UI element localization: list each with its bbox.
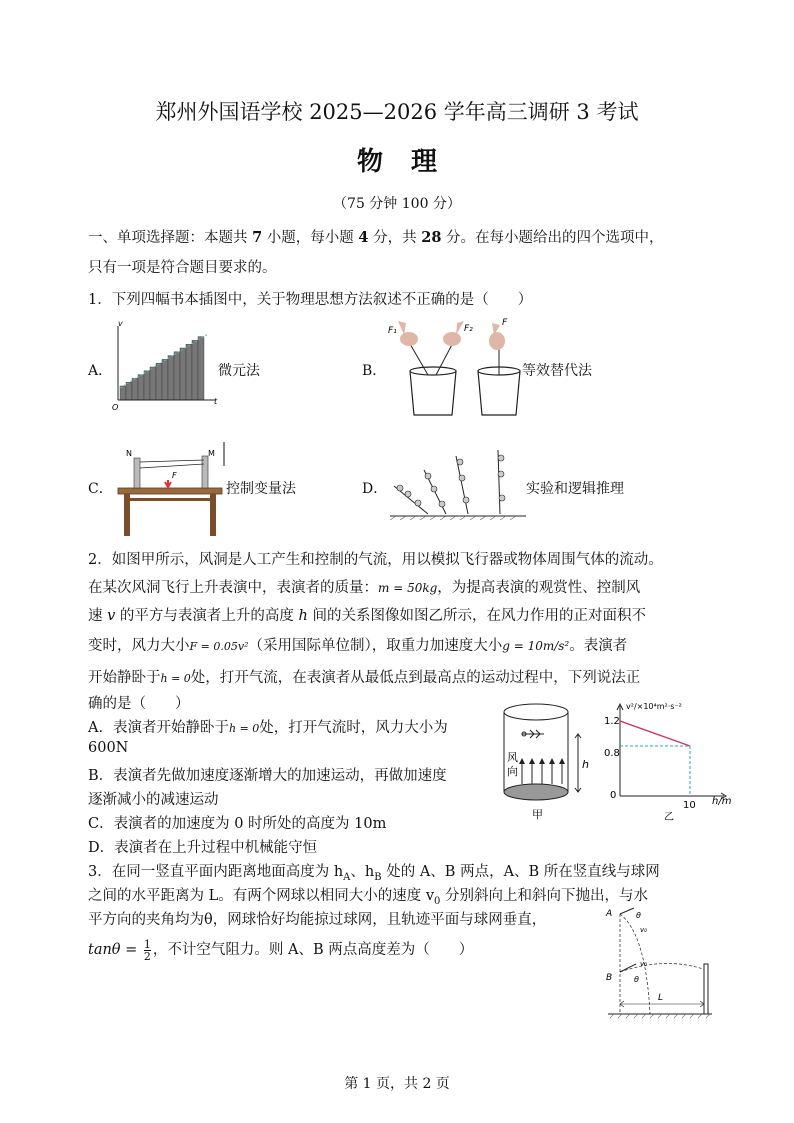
q1-option-c-text: 控制变量法: [226, 481, 296, 497]
fig-a-step-bar: [198, 337, 204, 400]
fig-a-step-bar: [174, 352, 180, 400]
q2-line6: 确的是（ ）: [88, 696, 190, 712]
fig-c-n-label: N: [126, 449, 132, 458]
q1-figure-b-equivalence: [384, 315, 524, 421]
q1-option-a-text: 微元法: [218, 363, 260, 379]
fig-b-f2-label: F₂: [464, 324, 473, 334]
fig-a-origin-label: O: [112, 403, 119, 412]
q3-fig-b-label: B: [606, 973, 613, 983]
fig-a-step-bar: [144, 371, 150, 400]
fig-a-step-bar: [180, 348, 186, 400]
fig-b-f1-label: F₁: [388, 326, 397, 336]
fig-a-step-bar: [150, 367, 156, 400]
q3-line1: 3．在同一竖直平面内距离地面高度为 $h_A$、$h_B$ 处的 A、B 两点，A、B 所在竖直线与球网: [88, 864, 660, 883]
fig-yi-tick-x1: 10: [683, 800, 696, 811]
fig-yi-tick-y2: 0.8: [604, 748, 620, 759]
q3-fig-theta-top: θ: [636, 911, 641, 920]
fig-jia-dir-label: 向: [507, 765, 518, 778]
section1-intro-line1: 一、单项选择题：本题共 7 小题，每小题 4 分，共 28 分。在每小题给出的四个选项中，: [88, 229, 664, 246]
q2-line2: 在某次风洞飞行上升表演中，表演者的质量：m = 50kg，为提高表演的观赏性、控制风: [88, 580, 641, 596]
fig-a-step-bar: [138, 375, 144, 400]
fig-yi-caption: 乙: [664, 812, 674, 823]
q2-line5: 开始静卧于h = 0处，打开气流，在表演者从最低点到最高点的运动过程中，下列说法正: [88, 670, 641, 686]
fig-yi-xlabel: h/m: [712, 796, 732, 807]
fig-a-t-label: t: [214, 397, 218, 406]
q3-fig-theta-bottom: θ: [634, 975, 639, 984]
exam-timing: （75 分钟 100 分）: [333, 196, 461, 212]
q2-line3: 速 v 的平方与表演者上升的高度 h 间的关系图像如图乙所示，在风力作用的正对面积不: [88, 608, 646, 624]
q3-fig-l-label: L: [658, 993, 664, 1003]
q3-line4: tanθ = $\frac{1}{2}$ ，不计空气阻力。则 A、B 两点高度差为（ ）: [88, 937, 474, 963]
fig-a-v-label: v: [118, 319, 123, 328]
q1-option-d-letter: D．: [362, 481, 388, 497]
exam-title: 郑州外国语学校 2025—2026 学年高三调研 3 考试: [155, 100, 639, 124]
fig-a-step-bar: [132, 378, 138, 400]
fig-yi-series-line: [620, 721, 690, 746]
subject-title: 物理: [356, 147, 465, 177]
q1-stem: 1．下列四幅书本插图中，关于物理思想方法叙述不正确的是（ ）: [88, 292, 533, 308]
fig-c-m-label: M: [208, 449, 215, 458]
fig-c-f-label: F: [172, 471, 177, 480]
q2-option-d: D．表演者在上升过程中机械能守恒: [88, 840, 318, 856]
section1-intro-line2: 只有一项是符合题目要求的。: [88, 260, 277, 276]
fig-jia-h-label: h: [582, 758, 589, 771]
fig-a-step-bar: [126, 382, 132, 400]
q2-option-a-cont: 600N: [88, 740, 129, 756]
fig-a-step-bar: [186, 344, 192, 400]
fig-a-step-bar: [168, 356, 174, 400]
q2-line4: 变时，风力大小F = 0.05v²（采用国际单位制），取重力加速度大小g = 10m/s²。表演者: [88, 638, 628, 654]
fig-a-step-bar: [162, 359, 168, 400]
q2-figure-jia-wind-tunnel: [500, 700, 600, 822]
q2-option-c: C．表演者的加速度为 0 时所处的高度为 10m: [88, 816, 387, 832]
q1-figure-c-table: [112, 438, 228, 538]
q1-option-b-text: 等效替代法: [522, 363, 592, 379]
q2-option-a: A．表演者开始静卧于h = 0处，打开气流时，风力大小为: [88, 720, 448, 736]
q1-option-c-letter: C．: [88, 481, 113, 497]
fig-b-f-label: F: [502, 318, 508, 328]
q2-figure-yi-graph: [604, 700, 734, 824]
q2-option-b: B．表演者先做加速度逐渐增大的加速运动，再做加速度: [88, 768, 447, 784]
q3-fig-v0-bottom: v₀: [640, 960, 647, 968]
q2-option-b-cont: 逐渐减小的减速运动: [88, 792, 219, 808]
q1-option-d-text: 实验和逻辑推理: [526, 481, 624, 497]
fig-jia-caption: 甲: [532, 808, 543, 821]
q1-figure-a-microelement: [110, 319, 220, 412]
fig-a-step-bar: [156, 363, 162, 400]
fig-a-step-bar: [120, 386, 126, 400]
fig-a-step-bar: [192, 340, 198, 400]
q3-figure-court: [606, 904, 716, 1026]
fig-yi-ylabel: v²/×10⁴m²·s⁻²: [626, 702, 682, 711]
q3-line2: 之间的水平距离为 L。有两个网球以相同大小的速度 $v_0$ 分别斜向上和斜向下抛出，与水: [88, 888, 649, 907]
page-footer: 第 1 页，共 2 页: [344, 1076, 450, 1092]
q3-fig-a-label: A: [606, 909, 613, 919]
q3-fig-v0-top: v₀: [640, 926, 647, 934]
fig-yi-tick-y0: 0: [610, 790, 617, 801]
fig-jia-wind-label: 风: [507, 751, 518, 764]
q1-figure-d-inclines: [388, 448, 528, 520]
q1-option-b-letter: B．: [362, 363, 387, 379]
fig-yi-tick-y1: 1.2: [604, 716, 620, 727]
q1-option-a-letter: A．: [88, 363, 113, 379]
q3-line3: 平方向的夹角均为θ，网球恰好均能掠过球网，且轨迹平面与球网垂直，: [88, 912, 547, 928]
q2-line1: 2．如图甲所示，风洞是人工产生和控制的气流，用以模拟飞行器或物体周围气体的流动。: [88, 552, 663, 568]
